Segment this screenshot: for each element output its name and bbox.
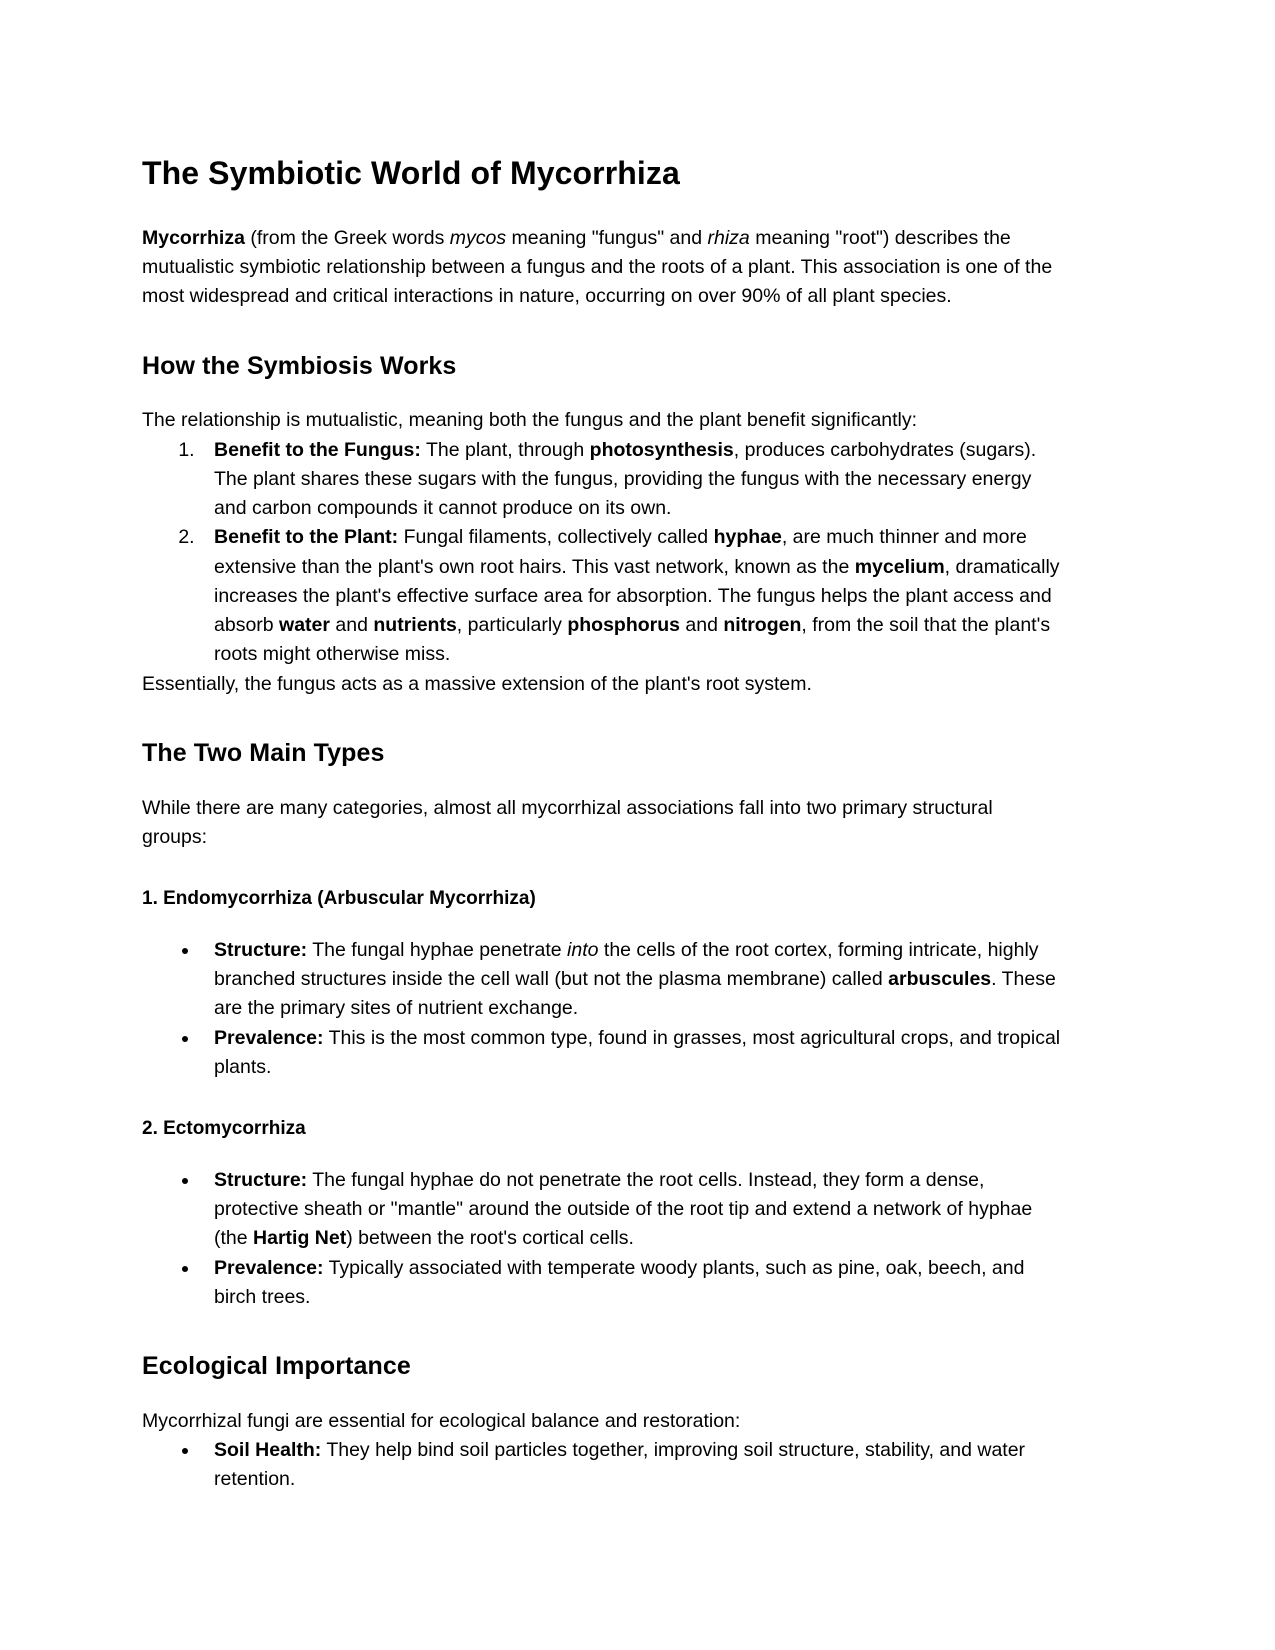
list-item-bold-hyphae: hyphae	[713, 526, 782, 549]
list-item	[200, 1254, 1062, 1313]
symbiosis-closing-paragraph: Essentially, the fungus acts as a massive extension of the plant's root system.	[142, 672, 812, 695]
intro-italic-rhiza: rhiza	[707, 226, 750, 249]
list-item-text-2: , are much thinner and more extensive than the plant's own root hairs. This vast network, known as the	[214, 526, 1027, 578]
list-item-lead: Benefit to the Plant:	[214, 526, 399, 549]
list-item	[200, 523, 1062, 669]
intro-italic-mycos: mycos	[449, 226, 507, 249]
intro-text-3: meaning "root") describes the mutualistic symbiotic relationship between a fungus and the roots of a plant. This association is one of the most widespread and critical interactions in nature, occurring on over 90% of all plant species.	[142, 226, 1053, 308]
sub-heading-ectomycorrhiza: 2. Ectomycorrhiza	[142, 1118, 306, 1140]
list-item-text-2: , produces carbohydrates (sugars). The plant shares these sugars with the fungus, providing the fungus with the necessary energy and carbon compounds it cannot produce on its own.	[214, 438, 1037, 520]
list-item-bold-arbuscules: arbuscules	[888, 968, 992, 991]
list-item-lead: Structure:	[214, 1168, 308, 1191]
list-item-lead: Benefit to the Fungus:	[214, 438, 421, 461]
list-item-text-1: The fungal hyphae penetrate	[307, 938, 568, 961]
sub-heading-endomycorrhiza: 1. Endomycorrhiza (Arbuscular Mycorrhiza)	[142, 888, 536, 910]
list-item-italic-into: into	[567, 938, 599, 961]
list-item-text-1: Fungal filaments, collectively called	[398, 526, 714, 549]
ecological-importance-intro-paragraph: Mycorrhizal fungi are essential for ecological balance and restoration:	[142, 1409, 741, 1432]
list-item-lead: Prevalence:	[214, 1026, 324, 1049]
list-item-bold-phosphorus: phosphorus	[567, 614, 681, 637]
list-item-bold-nitrogen: nitrogen	[723, 614, 802, 637]
list-item-text-5: , particularly	[456, 614, 568, 637]
section-heading-ecological-importance: Ecological Importance	[142, 1352, 411, 1381]
list-item-bold-water: water	[279, 614, 330, 637]
list-item-text-1: They help bind soil particles together, improving soil structure, stability, and water retention.	[214, 1439, 1026, 1491]
list-item-text-3: . These are the primary sites of nutrient exchange.	[214, 968, 1056, 1020]
page-title: The Symbiotic World of Mycorrhiza	[142, 155, 680, 191]
intro-text-2: meaning "fungus" and	[506, 226, 708, 249]
list-item-text-2: ) between the root's cortical cells.	[346, 1227, 634, 1250]
list-item-bold-photosynthesis: photosynthesis	[589, 438, 734, 461]
list-item-text-1: This is the most common type, found in grasses, most agricultural crops, and tropical plants.	[214, 1026, 1061, 1078]
list-item-lead: Structure:	[214, 938, 308, 961]
list-item-text-3: , dramatically increases the plant's effective surface area for absorption. The fungus helps the plant access and absorb	[214, 555, 1060, 637]
list-item-lead: Soil Health:	[214, 1439, 322, 1462]
symbiosis-numbered-list	[142, 436, 1062, 670]
document-body	[142, 155, 1062, 1495]
list-item-text-2: the cells of the root cortex, forming intricate, highly branched structures inside the cell wall (but not the plasma membrane) called	[214, 938, 1039, 991]
list-item	[200, 1436, 1062, 1495]
ecological-importance-bullet-list	[142, 1436, 1062, 1495]
list-item-text-4: and	[330, 614, 374, 637]
section-heading-the-two-main-types: The Two Main Types	[142, 738, 385, 767]
list-item-text-1: The plant, through	[420, 438, 590, 461]
two-main-types-intro-paragraph: While there are many categories, almost all mycorrhizal associations fall into two primary structural groups:	[142, 796, 993, 848]
intro-text-1: (from the Greek words	[244, 226, 450, 249]
list-item	[200, 1166, 1062, 1254]
list-item-bold-hartig-net: Hartig Net	[253, 1227, 347, 1250]
list-item-text-1: The fungal hyphae do not penetrate the root cells. Instead, they form a dense, protective sheath or "mantle" around the outside of the root tip and extend a network of hyphae (the	[214, 1168, 1033, 1250]
symbiosis-intro-paragraph: The relationship is mutualistic, meaning both the fungus and the plant benefit significantly:	[142, 409, 918, 432]
list-item-text-6: and	[680, 614, 724, 637]
list-item	[200, 1024, 1062, 1083]
endomycorrhiza-bullet-list	[142, 936, 1062, 1082]
list-item-lead: Prevalence:	[214, 1256, 324, 1279]
list-item-text-7: , from the soil that the plant's roots might otherwise miss.	[214, 614, 1051, 666]
list-item-text-1: Typically associated with temperate woody plants, such as pine, oak, beech, and birch trees.	[214, 1256, 1025, 1308]
ectomycorrhiza-bullet-list	[142, 1166, 1062, 1312]
intro-lead-term: Mycorrhiza	[142, 226, 245, 249]
list-item	[200, 436, 1062, 524]
list-item-bold-nutrients: nutrients	[373, 614, 457, 637]
list-item	[200, 936, 1062, 1024]
section-heading-how-the-symbiosis-works: How the Symbiosis Works	[142, 351, 457, 380]
list-item-bold-mycelium: mycelium	[854, 555, 945, 578]
intro-paragraph	[142, 224, 1062, 312]
